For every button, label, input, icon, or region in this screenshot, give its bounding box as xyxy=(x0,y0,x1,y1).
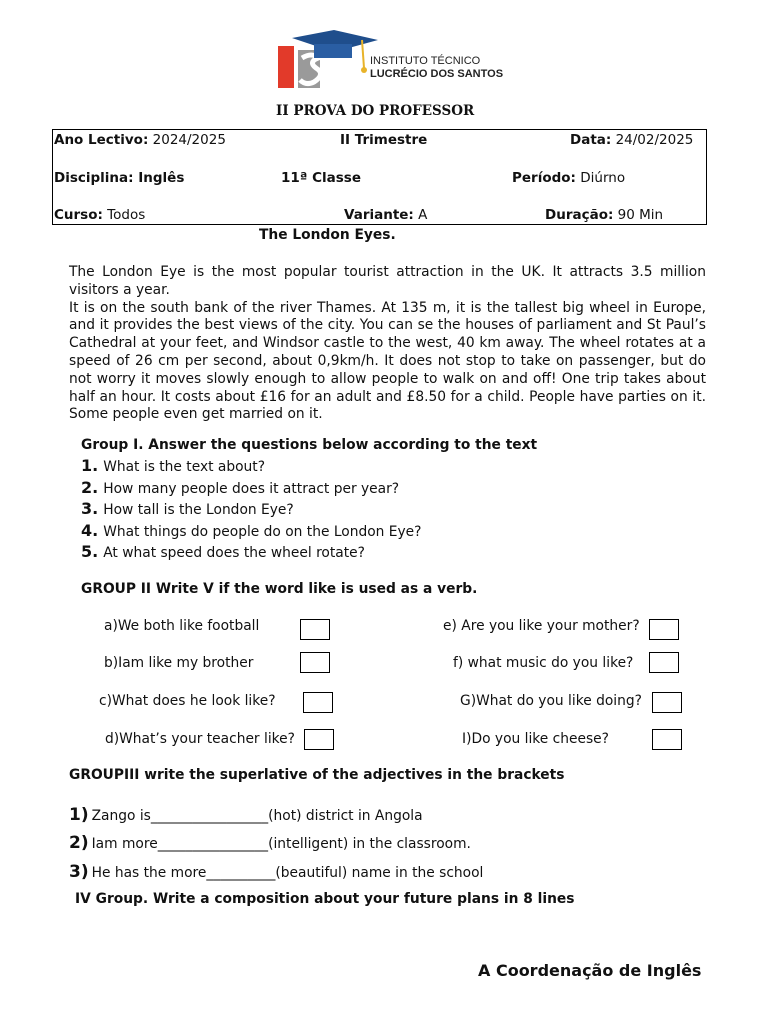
question-number: 3. xyxy=(81,499,99,518)
curso-label: Curso: xyxy=(54,207,103,223)
answer-box-g[interactable] xyxy=(652,692,682,713)
variante-value: A xyxy=(413,207,428,223)
question-text: What things do people do on the London Eye? xyxy=(103,524,422,540)
item-number: 3) xyxy=(69,862,89,882)
question-number: 5. xyxy=(81,542,99,561)
institute-name-line2: LUCRÉCIO DOS SANTOS xyxy=(370,68,504,80)
institute-name-line1: INSTITUTO TÉCNICO xyxy=(370,55,481,67)
ano-lectivo-label: Ano Lectivo: xyxy=(54,132,149,148)
duracao-label: Duração: xyxy=(545,207,614,223)
ano-lectivo-value: 2024/2025 xyxy=(148,132,226,148)
periodo-value: Diúrno xyxy=(575,170,626,186)
answer-box-a[interactable] xyxy=(300,619,330,640)
disciplina: Disciplina: Inglês xyxy=(54,170,185,186)
answer-box-d[interactable] xyxy=(304,729,334,750)
trimestre: II Trimestre xyxy=(340,132,428,148)
question-item xyxy=(81,456,265,475)
answer-box-b[interactable] xyxy=(300,652,330,673)
like-item-i: I)Do you like cheese? xyxy=(462,731,609,747)
question-number: 4. xyxy=(81,521,99,540)
coordination-signature: A Coordenação de Inglês xyxy=(478,961,702,980)
question-number: 1. xyxy=(81,456,99,475)
graduation-cap-logo-icon xyxy=(272,28,382,92)
school-logo xyxy=(272,28,534,92)
question-item xyxy=(81,478,399,497)
item-text: Iam more________________(intelligent) in the classroom. xyxy=(91,836,471,852)
classe: 11ª Classe xyxy=(281,170,361,186)
question-text: At what speed does the wheel rotate? xyxy=(103,545,365,561)
like-item-e: e) Are you like your mother? xyxy=(443,618,640,634)
group4-heading: IV Group. Write a composition about your future plans in 8 lines xyxy=(75,891,575,907)
question-number: 2. xyxy=(81,478,99,497)
answer-box-c[interactable] xyxy=(303,692,333,713)
question-item xyxy=(81,542,365,561)
curso-value: Todos xyxy=(102,207,146,223)
group2-heading: GROUP II Write V if the word like is used as a verb. xyxy=(81,581,478,597)
question-text: How many people does it attract per year? xyxy=(103,481,400,497)
like-item-d: d)What’s your teacher like? xyxy=(105,731,295,747)
reading-passage xyxy=(69,264,706,424)
item-number: 2) xyxy=(69,833,89,853)
question-text: How tall is the London Eye? xyxy=(103,502,294,518)
like-item-b: b)Iam like my brother xyxy=(104,655,254,671)
data-label: Data: xyxy=(570,132,612,148)
duracao-value: 90 Min xyxy=(613,207,664,223)
question-item xyxy=(81,521,422,540)
like-item-f: f) what music do you like? xyxy=(453,655,634,671)
exam-info-table xyxy=(52,129,707,225)
superlative-item xyxy=(69,805,423,825)
data-value: 24/02/2025 xyxy=(611,132,694,148)
superlative-item xyxy=(69,833,471,853)
group3-heading: GROUPIII write the superlative of the adjectives in the brackets xyxy=(69,767,565,783)
item-text: He has the more__________(beautiful) name in the school xyxy=(91,865,484,881)
like-item-c: c)What does he look like? xyxy=(99,693,276,709)
like-item-a: a)We both like football xyxy=(104,618,260,634)
passage-paragraph-1: The London Eye is the most popular tourist attraction in the UK. It attracts 3.5 million visitors a year. xyxy=(69,264,706,298)
answer-box-e[interactable] xyxy=(649,619,679,640)
periodo-label: Período: xyxy=(512,170,576,186)
reading-title: The London Eyes. xyxy=(259,227,396,243)
group1-heading: Group I. Answer the questions below according to the text xyxy=(81,437,538,453)
exam-title: II PROVA DO PROFESSOR xyxy=(276,103,475,119)
passage-paragraph-2: It is on the south bank of the river Thames. At 135 m, it is the tallest big wheel in Europe, and it provides the best views of the city. You can se the houses of parliament and St Paul’s Cathedral at your feet, and Windsor castle to the west, 40 km away. The wheel rotates at a speed of 26 cm per second, about 0,9km/h. It does not stop to take on passenger, but do not worry it moves slowly enough to allow people to walk on and off! One trip takes about half an hour. It costs about £16 for an adult and £8.50 for a child. People have parties on it. Some people even get married on it. xyxy=(69,299,706,423)
variante-label: Variante: xyxy=(344,207,414,223)
item-text: Zango is_________________(hot) district in Angola xyxy=(91,808,423,824)
answer-box-i[interactable] xyxy=(652,729,682,750)
item-number: 1) xyxy=(69,805,89,825)
like-item-g: G)What do you like doing? xyxy=(460,693,642,709)
superlative-item xyxy=(69,862,483,882)
question-text: What is the text about? xyxy=(103,459,266,475)
question-item xyxy=(81,499,294,518)
answer-box-f[interactable] xyxy=(649,652,679,673)
